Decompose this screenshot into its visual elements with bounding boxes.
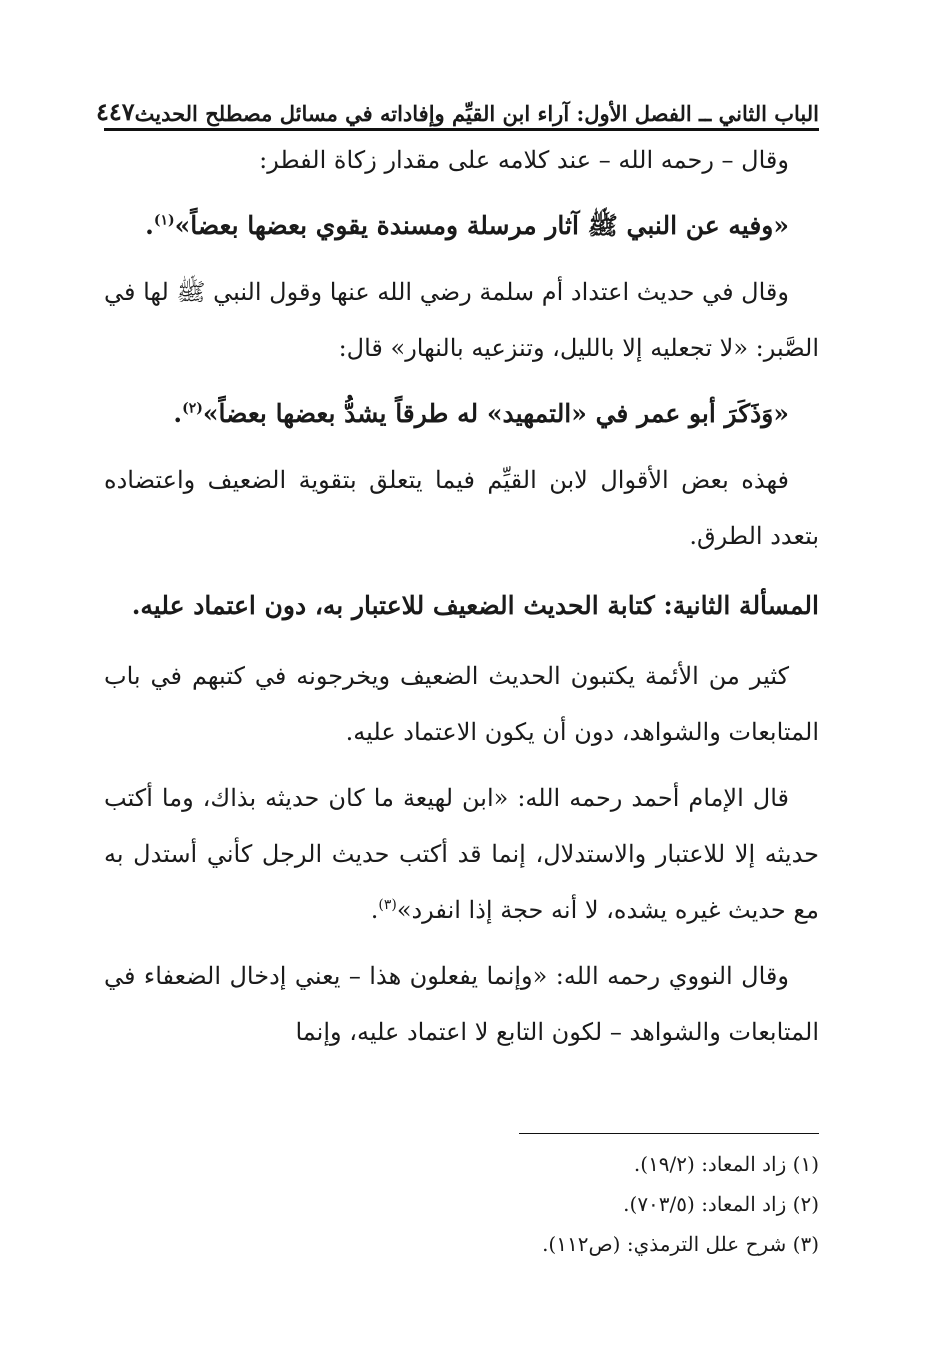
header-title: الباب الثاني ــ الفصل الأول: آراء ابن القيِّم وإفاداته في مسائل مصطلح الحديث	[134, 101, 819, 126]
footnote-2: (٢) زاد المعاد: (٧٠٣/٥).	[623, 1192, 819, 1216]
paragraph-5: قال الإمام أحمد رحمه الله: «ابن لهيعة ما كان حديثه بذاك، وما أكتب حديثه إلا للاعتبار والاستدلال، إنما قد أكتب حديث الرجل كأني أستدل به مع حديث غيره يشده، لا أنه حجة إذا انفرد»$^{(٣)}$.	[104, 784, 819, 924]
quote-1: «وفيه عن النبي ﷺ آثار مرسلة ومسندة يقوي بعضها بعضاً»$^{(١)}$.	[145, 211, 789, 240]
paragraph-1: وقال – رحمه الله – عند كلامه على مقدار زكاة الفطر:	[259, 146, 789, 174]
quote-2: «وَذَكَرَ أبو عمر في «التمهيد» له طرقاً يشدُّ بعضها بعضاً»$^{(٢)}$.	[173, 399, 789, 428]
paragraph-3: فهذه بعض الأقوال لابن القيِّم فيما يتعلق بتقوية الضعيف واعتضاده بتعدد الطرق.	[104, 466, 819, 550]
footnotes	[104, 1144, 819, 1264]
running-header	[95, 82, 819, 126]
footnote-ref-1: (١)	[153, 212, 175, 229]
paragraph-2: وقال في حديث اعتداد أم سلمة رضي الله عنها وقول النبي ﷺ لها في الصَّبر: «لا تجعليه إلا بالليل، وتنزعيه بالنهار» قال:	[104, 278, 819, 362]
paragraph-4: كثير من الأئمة يكتبون الحديث الضعيف ويخرجونه في كتبهم في باب المتابعات والشواهد، دون أن يكون الاعتماد عليه.	[104, 662, 819, 746]
page-number: ٤٤٧	[95, 97, 135, 126]
footnote-ref-3: (٣)	[378, 897, 397, 913]
footnote-1: (١) زاد المعاد: (١٩/٢).	[633, 1152, 819, 1176]
section-heading: المسألة الثانية: كتابة الحديث الضعيف للاعتبار به، دون اعتماد عليه.	[131, 591, 819, 620]
footnote-ref-2: (٢)	[182, 400, 203, 417]
footnote-3: (٣) شرح علل الترمذي: (ص١١٢).	[542, 1232, 819, 1256]
header-rule	[104, 128, 819, 131]
footnote-rule	[519, 1133, 819, 1134]
paragraph-6: وقال النووي رحمه الله: «وإنما يفعلون هذا – يعني إدخال الضعفاء في المتابعات والشواهد – لكون التابع لا اعتماد عليه، وإنما	[104, 962, 819, 1046]
main-text	[104, 132, 819, 1070]
